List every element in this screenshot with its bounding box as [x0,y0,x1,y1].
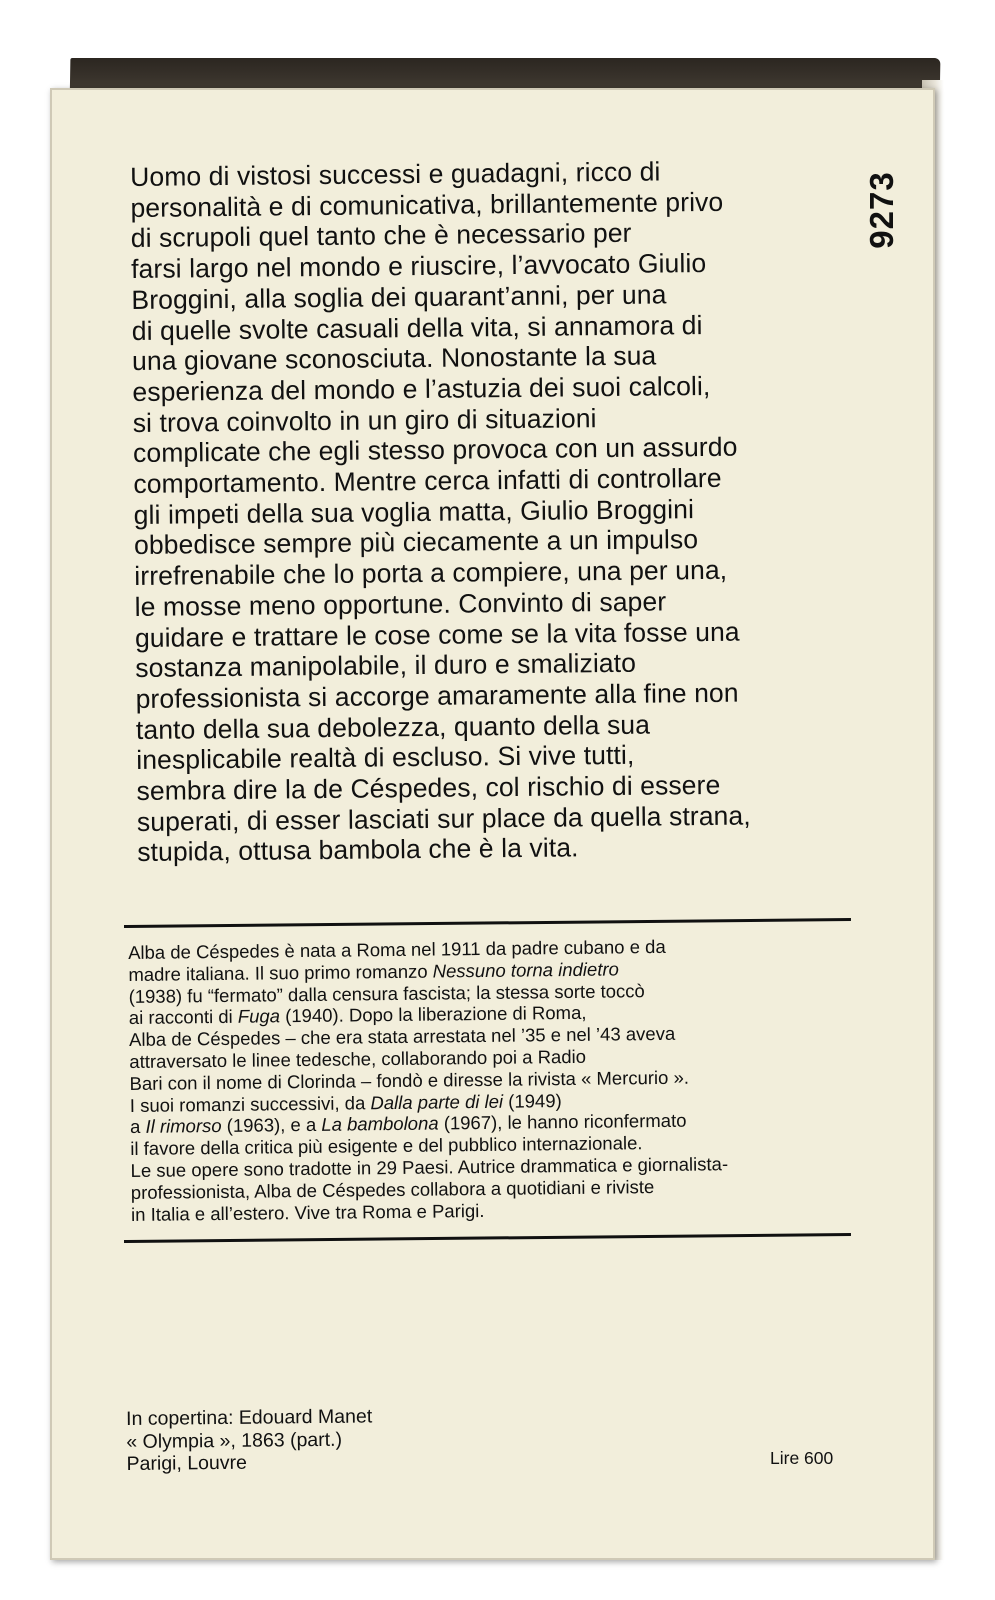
bio-line: professionista, Alba de Céspedes collabora a quotidiani e riviste [130,1175,655,1203]
bio-line: ai racconti di Fuga (1940). Dopo la liberazione di Roma, [128,1002,587,1029]
book-title: La bambolona [321,1112,439,1136]
bio-line: madre italiana. Il suo primo romanzo Nessuno torna indietro [128,958,619,985]
bio-line: a Il rimorso (1963), e a La bambolona (1967), le hanno riconfermato [129,1110,687,1138]
back-cover [50,88,935,1560]
book-title: Dalla parte di lei [370,1090,504,1113]
catalog-number: 9273 [863,171,900,249]
divider-top [124,918,851,928]
book-title: Nessuno torna indietro [432,958,619,982]
bio-line: I suoi romanzi successivi, da Dalla parte di lei (1949) [129,1089,562,1116]
bio-line: Alba de Céspedes è nata a Roma nel 1911 da padre cubano e da [128,935,666,963]
synopsis-text: Uomo di vistosi successi e guadagni, ricco di personalità e di comunicativa, brillantemente privo di scrupoli quel tanto che è necessario per farsi largo nel mondo e riuscire, l’avvocato Giulio Broggini, alla soglia dei quarant’anni, per una di quelle svolte casuali della vita, si annamora di una giovane sconosciuta. Nonostante la sua esperienza del mondo e l’astuzia dei suoi calcoli, si trova coinvolto in un giro di situazioni complicate che egli stesso provoca con un assurdo comportamento. Mentre cerca infatti di controllare gli impeti della sua voglia matta, Giulio Broggini obbedisce sempre più ciecamente a un impulso irrefrenabile che lo porta a compiere, una per una, le mosse meno opportune. Convinto di saper guidare e trattare le cose come se la vita fosse una sostanza manipolabile, il duro e smaliziato professionista si accorge amaramente alla fine non tanto della sua debolezza, quanto della sua inesplicabile realtà di escluso. Si vive tutti, sembra dire la de Céspedes, col rischio di essere superati, di esser lasciati sur place da quella strana, stupida, ottusa bambola che è la vita. [130,156,751,868]
bio-line: (1938) fu “fermato” dalla censura fascista; la stessa sorte toccò [128,979,645,1007]
bio-line: attraversato le linee tedesche, collaborando poi a Radio [129,1045,587,1072]
book-title: Il rimorso [145,1115,222,1138]
bio-line: Bari con il nome di Clorinda – fondò e diresse la rivista « Mercurio ». [129,1066,690,1094]
book-title: Fuga [237,1005,281,1028]
bio-line: Le sue opere sono tradotte in 29 Paesi. Autrice drammatica e giornalista- [130,1153,729,1181]
cover-art-credit: In copertina: Edouard Manet « Olympia », 1863 (part.) Parigi, Louvre [126,1405,373,1475]
price-label: Lire 600 [770,1448,834,1468]
bio-line: Alba de Céspedes – che era stata arrestata nel ’35 e nel ’43 aveva [128,1022,676,1051]
bio-line: il favore della critica più esigente e del pubblico internazionale. [130,1132,643,1160]
divider-bottom [124,1233,851,1243]
bio-line: in Italia e all’estero. Vive tra Roma e Parigi. [130,1199,485,1225]
author-biography [128,934,871,1226]
